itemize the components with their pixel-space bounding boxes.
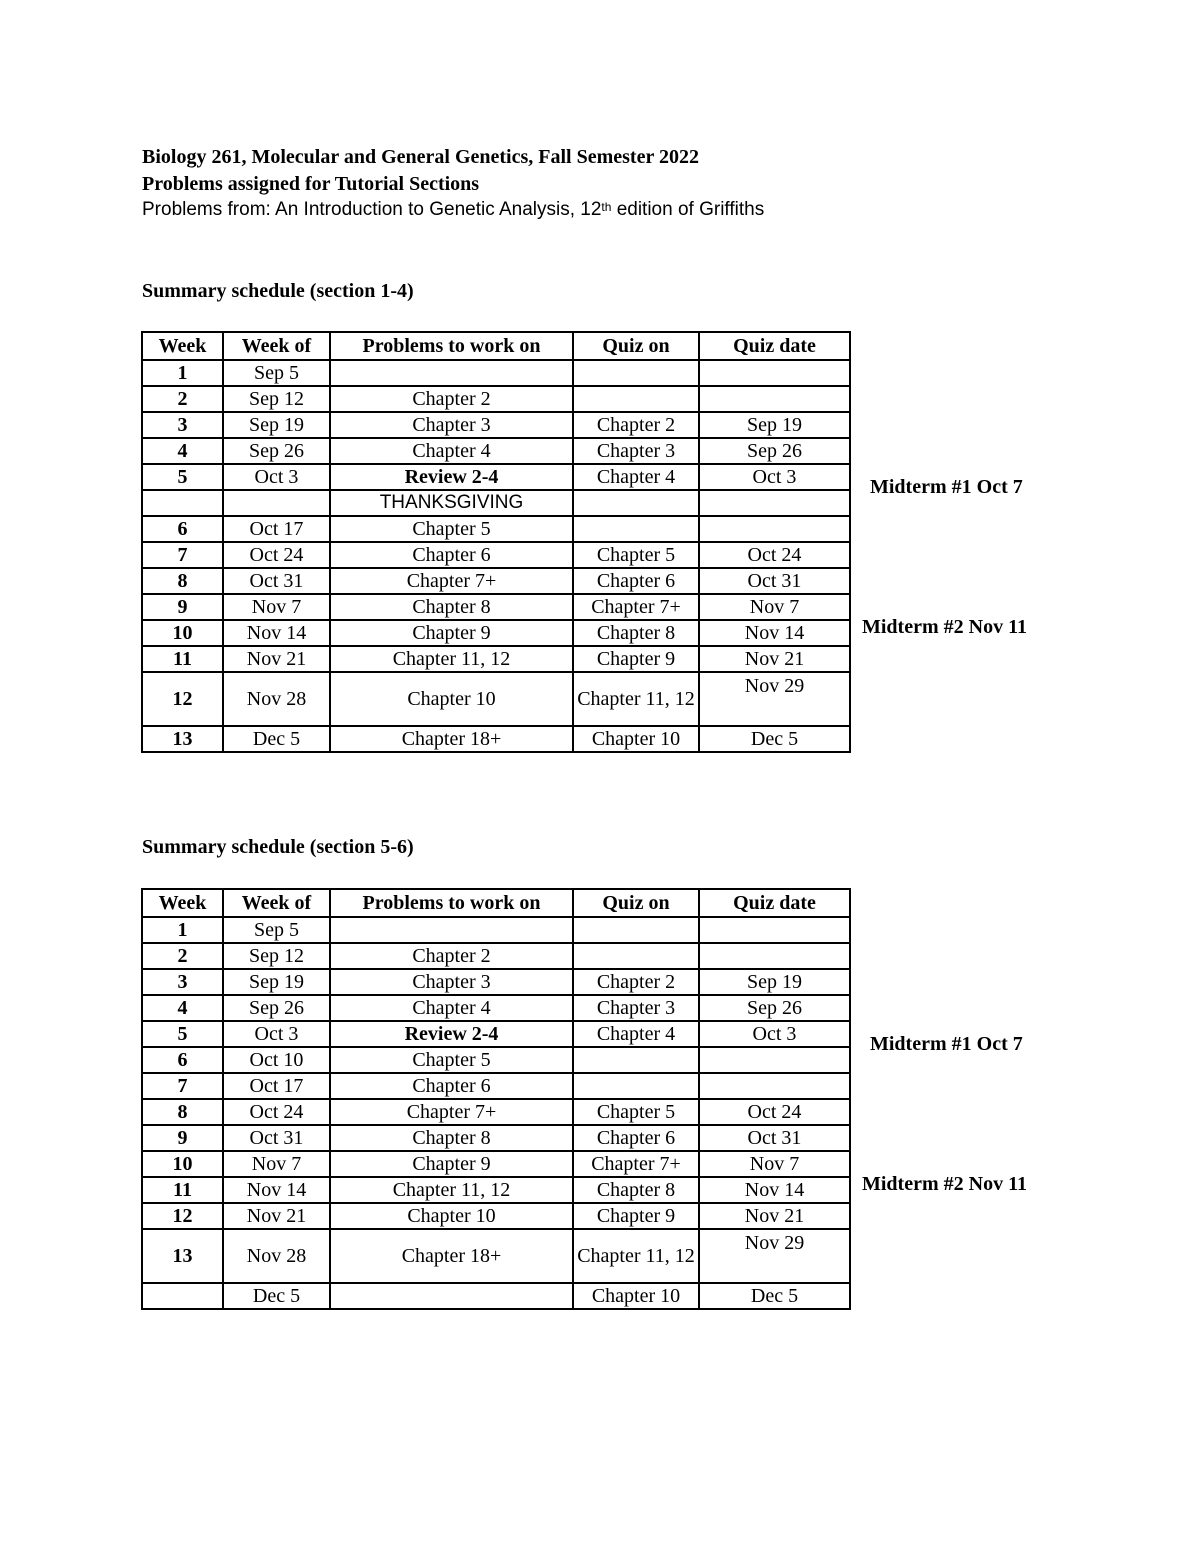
problems-cell: Chapter 18+	[330, 1229, 573, 1283]
week-of-cell: Oct 24	[223, 542, 330, 568]
table-row	[142, 516, 850, 542]
quiz-date-cell: Nov 21	[699, 1203, 850, 1229]
table-row	[142, 1099, 850, 1125]
quiz-date-cell	[699, 490, 850, 516]
week-of-cell: Nov 28	[223, 1229, 330, 1283]
week-of-cell: Oct 3	[223, 464, 330, 490]
midterm-2-note: Midterm #2 Nov 11	[862, 616, 1027, 638]
week-of-cell: Sep 12	[223, 386, 330, 412]
table-row	[142, 1021, 850, 1047]
problems-cell: THANKSGIVING	[330, 490, 573, 516]
quiz-date-cell: Sep 19	[699, 412, 850, 438]
table-row	[142, 1203, 850, 1229]
table-row	[142, 1229, 850, 1283]
problems-cell: Chapter 5	[330, 1047, 573, 1073]
quiz-date-cell	[699, 386, 850, 412]
table-row	[142, 594, 850, 620]
quiz-on-cell	[573, 386, 699, 412]
week-cell: 2	[142, 386, 223, 412]
week-cell: 3	[142, 412, 223, 438]
quiz-date-cell	[699, 360, 850, 386]
column-header-week-of: Week of	[223, 889, 330, 917]
quiz-on-cell	[573, 943, 699, 969]
week-cell: 9	[142, 594, 223, 620]
week-of-cell: Oct 31	[223, 568, 330, 594]
week-cell: 12	[142, 1203, 223, 1229]
problems-cell: Chapter 3	[330, 969, 573, 995]
quiz-date-cell: Oct 31	[699, 568, 850, 594]
quiz-date-cell: Oct 31	[699, 1125, 850, 1151]
quiz-date-cell	[699, 917, 850, 943]
quiz-on-cell	[573, 1073, 699, 1099]
week-cell: 6	[142, 1047, 223, 1073]
schedule-heading-sections-5-6: Summary schedule (section 5-6)	[142, 836, 414, 858]
week-cell: 7	[142, 542, 223, 568]
quiz-date-cell: Sep 19	[699, 969, 850, 995]
quiz-on-cell: Chapter 5	[573, 542, 699, 568]
quiz-date-cell	[699, 943, 850, 969]
quiz-date-cell: Nov 14	[699, 1177, 850, 1203]
table-row	[142, 1151, 850, 1177]
week-of-cell: Nov 21	[223, 1203, 330, 1229]
week-of-cell: Nov 14	[223, 1177, 330, 1203]
week-cell: 10	[142, 1151, 223, 1177]
week-of-cell: Oct 3	[223, 1021, 330, 1047]
quiz-date-cell: Nov 14	[699, 620, 850, 646]
week-cell: 13	[142, 726, 223, 752]
column-header-problems: Problems to work on	[330, 332, 573, 360]
problems-cell: Review 2-4	[330, 464, 573, 490]
problems-cell: Chapter 11, 12	[330, 1177, 573, 1203]
quiz-date-cell: Nov 21	[699, 646, 850, 672]
table-row	[142, 386, 850, 412]
quiz-on-cell: Chapter 10	[573, 1283, 699, 1309]
midterm-2-note: Midterm #2 Nov 11	[862, 1173, 1027, 1195]
problems-cell: Chapter 6	[330, 542, 573, 568]
week-of-cell: Sep 5	[223, 917, 330, 943]
quiz-date-cell: Dec 5	[699, 1283, 850, 1309]
week-of-cell: Oct 17	[223, 516, 330, 542]
schedule-table-sections-1-4	[141, 331, 851, 753]
quiz-on-cell: Chapter 9	[573, 1203, 699, 1229]
week-cell	[142, 490, 223, 516]
week-cell: 6	[142, 516, 223, 542]
week-cell: 12	[142, 672, 223, 726]
week-cell: 3	[142, 969, 223, 995]
table-row	[142, 464, 850, 490]
table-row	[142, 438, 850, 464]
quiz-date-cell: Nov 29	[699, 1229, 850, 1283]
table-header-row	[142, 889, 850, 917]
week-cell: 4	[142, 995, 223, 1021]
week-of-cell: Sep 19	[223, 412, 330, 438]
column-header-week: Week	[142, 889, 223, 917]
quiz-date-cell: Sep 26	[699, 995, 850, 1021]
quiz-on-cell: Chapter 2	[573, 412, 699, 438]
textbook-reference-text: Problems from: An Introduction to Genetic Analysis, 12	[142, 199, 602, 220]
quiz-date-cell: Sep 26	[699, 438, 850, 464]
quiz-date-cell	[699, 516, 850, 542]
table-header-row	[142, 332, 850, 360]
week-cell: 2	[142, 943, 223, 969]
week-of-cell: Oct 24	[223, 1099, 330, 1125]
quiz-on-cell	[573, 360, 699, 386]
table-row	[142, 969, 850, 995]
quiz-on-cell: Chapter 8	[573, 620, 699, 646]
table-row	[142, 360, 850, 386]
quiz-date-cell	[699, 1047, 850, 1073]
week-of-cell: Sep 19	[223, 969, 330, 995]
quiz-on-cell: Chapter 10	[573, 726, 699, 752]
week-cell: 1	[142, 360, 223, 386]
quiz-on-cell	[573, 516, 699, 542]
quiz-date-cell: Oct 3	[699, 464, 850, 490]
quiz-on-cell: Chapter 3	[573, 995, 699, 1021]
week-cell: 5	[142, 1021, 223, 1047]
problems-cell	[330, 360, 573, 386]
week-cell: 13	[142, 1229, 223, 1283]
problems-cell: Chapter 4	[330, 438, 573, 464]
week-of-cell: Nov 14	[223, 620, 330, 646]
problems-cell: Review 2-4	[330, 1021, 573, 1047]
week-of-cell	[223, 490, 330, 516]
problems-cell: Chapter 2	[330, 943, 573, 969]
table-row	[142, 542, 850, 568]
quiz-on-cell: Chapter 9	[573, 646, 699, 672]
problems-cell: Chapter 3	[330, 412, 573, 438]
quiz-on-cell: Chapter 4	[573, 464, 699, 490]
week-cell: 7	[142, 1073, 223, 1099]
week-of-cell: Oct 10	[223, 1047, 330, 1073]
schedule-heading-sections-1-4: Summary schedule (section 1-4)	[142, 280, 414, 302]
problems-cell: Chapter 4	[330, 995, 573, 1021]
quiz-on-cell	[573, 490, 699, 516]
quiz-on-cell: Chapter 11, 12	[573, 672, 699, 726]
table-row	[142, 1047, 850, 1073]
week-cell: 8	[142, 1099, 223, 1125]
quiz-on-cell	[573, 917, 699, 943]
quiz-on-cell: Chapter 11, 12	[573, 1229, 699, 1283]
table-row	[142, 1283, 850, 1309]
quiz-on-cell: Chapter 6	[573, 1125, 699, 1151]
week-of-cell: Nov 7	[223, 1151, 330, 1177]
table-row	[142, 620, 850, 646]
table-row	[142, 646, 850, 672]
week-of-cell: Dec 5	[223, 1283, 330, 1309]
column-header-quiz-on: Quiz on	[573, 889, 699, 917]
table-row	[142, 412, 850, 438]
week-of-cell: Sep 5	[223, 360, 330, 386]
table-row	[142, 490, 850, 516]
week-of-cell: Nov 21	[223, 646, 330, 672]
table-row	[142, 568, 850, 594]
week-cell: 4	[142, 438, 223, 464]
week-cell: 8	[142, 568, 223, 594]
quiz-on-cell: Chapter 7+	[573, 594, 699, 620]
quiz-date-cell: Oct 24	[699, 542, 850, 568]
problems-cell: Chapter 9	[330, 1151, 573, 1177]
problems-cell: Chapter 11, 12	[330, 646, 573, 672]
quiz-date-cell: Oct 3	[699, 1021, 850, 1047]
midterm-1-note: Midterm #1 Oct 7	[870, 476, 1023, 498]
quiz-date-cell	[699, 1073, 850, 1099]
week-of-cell: Dec 5	[223, 726, 330, 752]
table-row	[142, 1125, 850, 1151]
problems-cell: Chapter 10	[330, 672, 573, 726]
quiz-on-cell: Chapter 3	[573, 438, 699, 464]
week-of-cell: Oct 31	[223, 1125, 330, 1151]
column-header-week-of: Week of	[223, 332, 330, 360]
textbook-reference-suffix: edition of Griffiths	[611, 199, 765, 220]
week-cell: 5	[142, 464, 223, 490]
problems-cell: Chapter 2	[330, 386, 573, 412]
week-cell: 10	[142, 620, 223, 646]
table-row	[142, 1177, 850, 1203]
week-of-cell: Nov 7	[223, 594, 330, 620]
problems-cell	[330, 917, 573, 943]
midterm-1-note: Midterm #1 Oct 7	[870, 1033, 1023, 1055]
table-row	[142, 672, 850, 726]
week-of-cell: Sep 12	[223, 943, 330, 969]
table-row	[142, 917, 850, 943]
quiz-date-cell: Nov 7	[699, 594, 850, 620]
document-subtitle: Problems assigned for Tutorial Sections	[142, 173, 480, 195]
column-header-quiz-date: Quiz date	[699, 889, 850, 917]
problems-cell: Chapter 5	[330, 516, 573, 542]
quiz-date-cell: Nov 7	[699, 1151, 850, 1177]
quiz-on-cell: Chapter 4	[573, 1021, 699, 1047]
problems-cell: Chapter 7+	[330, 1099, 573, 1125]
column-header-quiz-date: Quiz date	[699, 332, 850, 360]
quiz-on-cell: Chapter 5	[573, 1099, 699, 1125]
textbook-reference	[142, 198, 764, 222]
week-cell: 1	[142, 917, 223, 943]
problems-cell: Chapter 18+	[330, 726, 573, 752]
week-of-cell: Nov 28	[223, 672, 330, 726]
column-header-week: Week	[142, 332, 223, 360]
quiz-date-cell: Nov 29	[699, 672, 850, 726]
quiz-date-cell: Oct 24	[699, 1099, 850, 1125]
table-row	[142, 995, 850, 1021]
week-cell: 11	[142, 1177, 223, 1203]
quiz-on-cell: Chapter 8	[573, 1177, 699, 1203]
problems-cell: Chapter 8	[330, 594, 573, 620]
edition-superscript: th	[601, 200, 612, 214]
column-header-problems: Problems to work on	[330, 889, 573, 917]
quiz-date-cell: Dec 5	[699, 726, 850, 752]
problems-cell	[330, 1283, 573, 1309]
quiz-on-cell: Chapter 7+	[573, 1151, 699, 1177]
week-of-cell: Sep 26	[223, 438, 330, 464]
week-of-cell: Oct 17	[223, 1073, 330, 1099]
week-of-cell: Sep 26	[223, 995, 330, 1021]
table-row	[142, 943, 850, 969]
quiz-on-cell: Chapter 6	[573, 568, 699, 594]
table-row	[142, 726, 850, 752]
quiz-on-cell: Chapter 2	[573, 969, 699, 995]
week-cell	[142, 1283, 223, 1309]
quiz-on-cell	[573, 1047, 699, 1073]
table-row	[142, 1073, 850, 1099]
problems-cell: Chapter 10	[330, 1203, 573, 1229]
problems-cell: Chapter 6	[330, 1073, 573, 1099]
problems-cell: Chapter 9	[330, 620, 573, 646]
problems-cell: Chapter 7+	[330, 568, 573, 594]
week-cell: 11	[142, 646, 223, 672]
document-title: Biology 261, Molecular and General Genetics, Fall Semester 2022	[142, 146, 699, 168]
column-header-quiz-on: Quiz on	[573, 332, 699, 360]
week-cell: 9	[142, 1125, 223, 1151]
problems-cell: Chapter 8	[330, 1125, 573, 1151]
schedule-table-sections-5-6	[141, 888, 851, 1310]
